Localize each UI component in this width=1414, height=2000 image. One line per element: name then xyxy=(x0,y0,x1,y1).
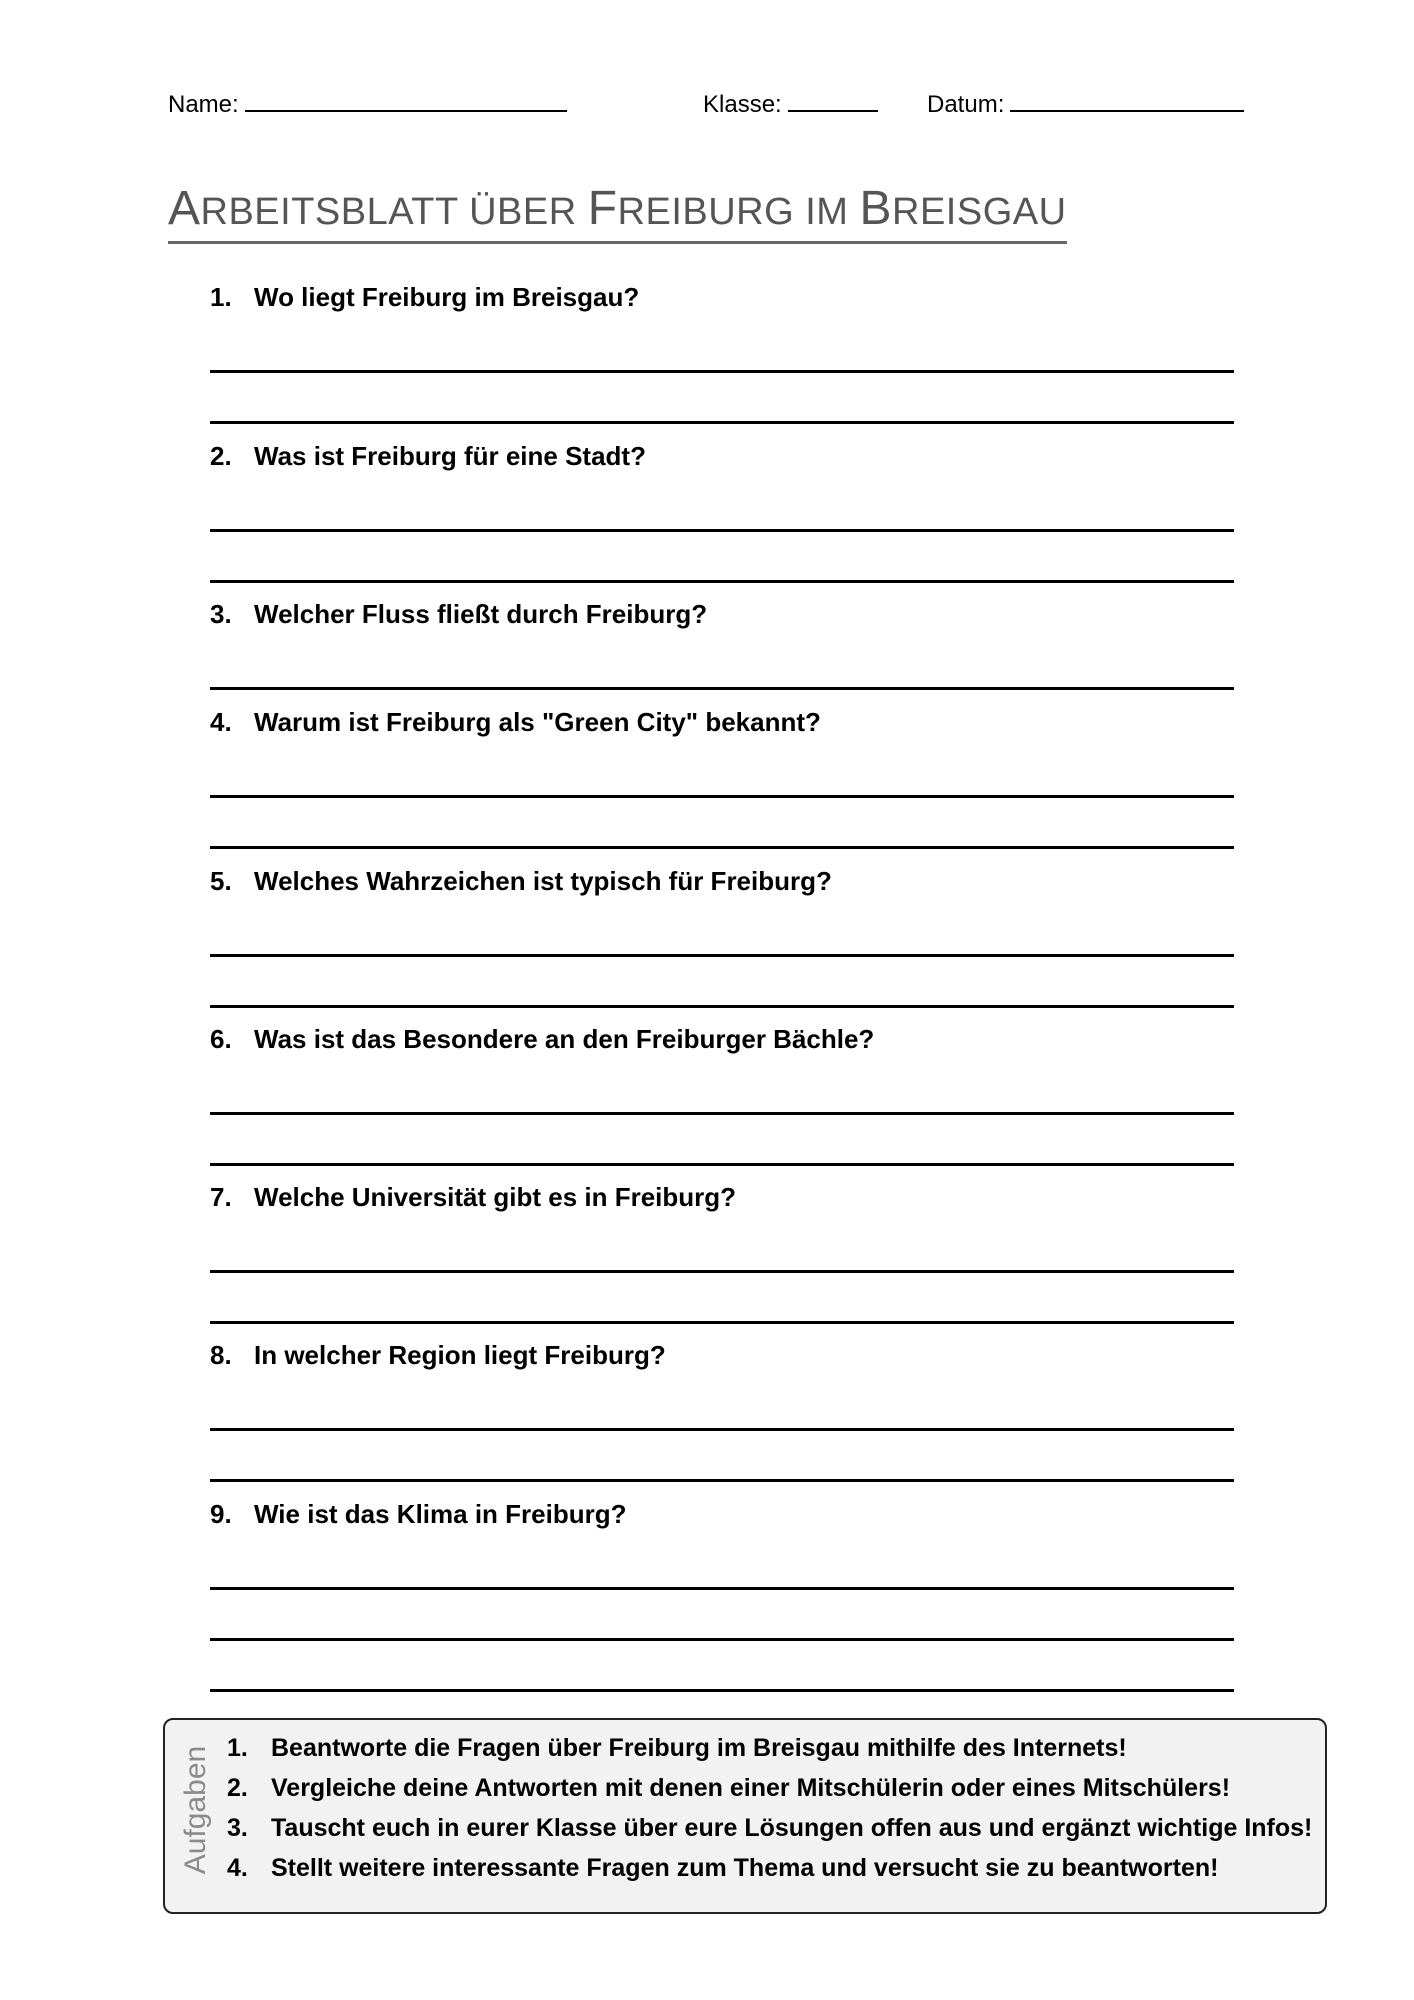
question-text: Welches Wahrzeichen ist typisch für Freiburg? xyxy=(254,866,832,896)
answer-line[interactable] xyxy=(210,954,1234,957)
question-number: 5. xyxy=(210,866,232,896)
page-title xyxy=(168,182,1067,244)
question-8 xyxy=(210,1340,666,1371)
question-number: 6. xyxy=(210,1024,232,1054)
question-text: Wie ist das Klima in Freiburg? xyxy=(254,1499,627,1529)
task-number: 4. xyxy=(227,1854,248,1882)
task-number: 2. xyxy=(227,1774,248,1802)
datum-field xyxy=(927,86,1244,119)
question-text: Welcher Fluss fließt durch Freiburg? xyxy=(254,599,708,629)
name-field xyxy=(168,86,567,119)
datum-input-line[interactable] xyxy=(1010,86,1244,112)
question-number: 1. xyxy=(210,282,232,312)
question-7 xyxy=(210,1182,736,1213)
name-label: Name: xyxy=(168,91,239,118)
task-text: Vergleiche deine Antworten mit denen einer Mitschülerin oder eines Mitschülers! xyxy=(271,1774,1231,1802)
answer-line[interactable] xyxy=(210,687,1234,690)
task-item xyxy=(227,1854,1218,1883)
task-item xyxy=(227,1814,1312,1843)
question-4 xyxy=(210,707,821,738)
title-segment: REISGAU xyxy=(892,191,1067,233)
question-number: 7. xyxy=(210,1182,232,1212)
datum-label: Datum: xyxy=(927,91,1005,118)
answer-line[interactable] xyxy=(210,1163,1234,1166)
title-segment: RBEITSBLATT ÜBER xyxy=(200,191,588,233)
klasse-input-line[interactable] xyxy=(788,86,878,112)
question-text: Welche Universität gibt es in Freiburg? xyxy=(254,1182,737,1212)
klasse-label: Klasse: xyxy=(703,91,782,118)
answer-line[interactable] xyxy=(210,846,1234,849)
answer-line[interactable] xyxy=(210,580,1234,583)
name-input-line[interactable] xyxy=(245,86,567,112)
task-text: Beantworte die Fragen über Freiburg im Breisgau mithilfe des Internets! xyxy=(271,1734,1127,1762)
klasse-field xyxy=(703,86,878,119)
answer-line[interactable] xyxy=(210,529,1234,532)
task-text: Tauscht euch in eurer Klasse über eure Lösungen offen aus und ergänzt wichtige Infos! xyxy=(271,1814,1313,1842)
question-number: 4. xyxy=(210,707,232,737)
answer-line[interactable] xyxy=(210,1587,1234,1590)
task-item xyxy=(227,1734,1127,1763)
question-text: In welcher Region liegt Freiburg? xyxy=(254,1340,666,1370)
answer-line[interactable] xyxy=(210,1428,1234,1431)
answer-line[interactable] xyxy=(210,1112,1234,1115)
answer-line[interactable] xyxy=(210,370,1234,373)
task-number: 3. xyxy=(227,1814,248,1842)
question-number: 3. xyxy=(210,599,232,629)
task-text: Stellt weitere interessante Fragen zum Thema und versucht sie zu beantworten! xyxy=(271,1854,1219,1882)
answer-line[interactable] xyxy=(210,1321,1234,1324)
task-number: 1. xyxy=(227,1734,248,1762)
tasks-box xyxy=(163,1718,1327,1914)
answer-line[interactable] xyxy=(210,1005,1234,1008)
title-segment: B xyxy=(859,182,893,235)
title-segment: A xyxy=(168,182,201,235)
answer-line[interactable] xyxy=(210,795,1234,798)
question-5 xyxy=(210,866,832,897)
question-9 xyxy=(210,1499,627,1530)
question-text: Was ist das Besondere an den Freiburger Bächle? xyxy=(254,1024,875,1054)
answer-line[interactable] xyxy=(210,1479,1234,1482)
task-item xyxy=(227,1774,1230,1803)
question-2 xyxy=(210,441,646,472)
question-3 xyxy=(210,599,707,630)
question-number: 8. xyxy=(210,1340,232,1370)
answer-line[interactable] xyxy=(210,1638,1234,1641)
question-number: 2. xyxy=(210,441,232,471)
question-number: 9. xyxy=(210,1499,232,1529)
title-segment: REIBURG IM xyxy=(617,191,860,233)
title-segment: F xyxy=(587,182,618,235)
question-text: Was ist Freiburg für eine Stadt? xyxy=(254,441,646,471)
question-6 xyxy=(210,1024,874,1055)
answer-line[interactable] xyxy=(210,1270,1234,1273)
tasks-label: Aufgaben xyxy=(179,1745,212,1875)
answer-line[interactable] xyxy=(210,421,1234,424)
question-text: Wo liegt Freiburg im Breisgau? xyxy=(254,282,640,312)
question-1 xyxy=(210,282,639,313)
question-text: Warum ist Freiburg als "Green City" bekannt? xyxy=(254,707,821,737)
answer-line[interactable] xyxy=(210,1689,1234,1692)
